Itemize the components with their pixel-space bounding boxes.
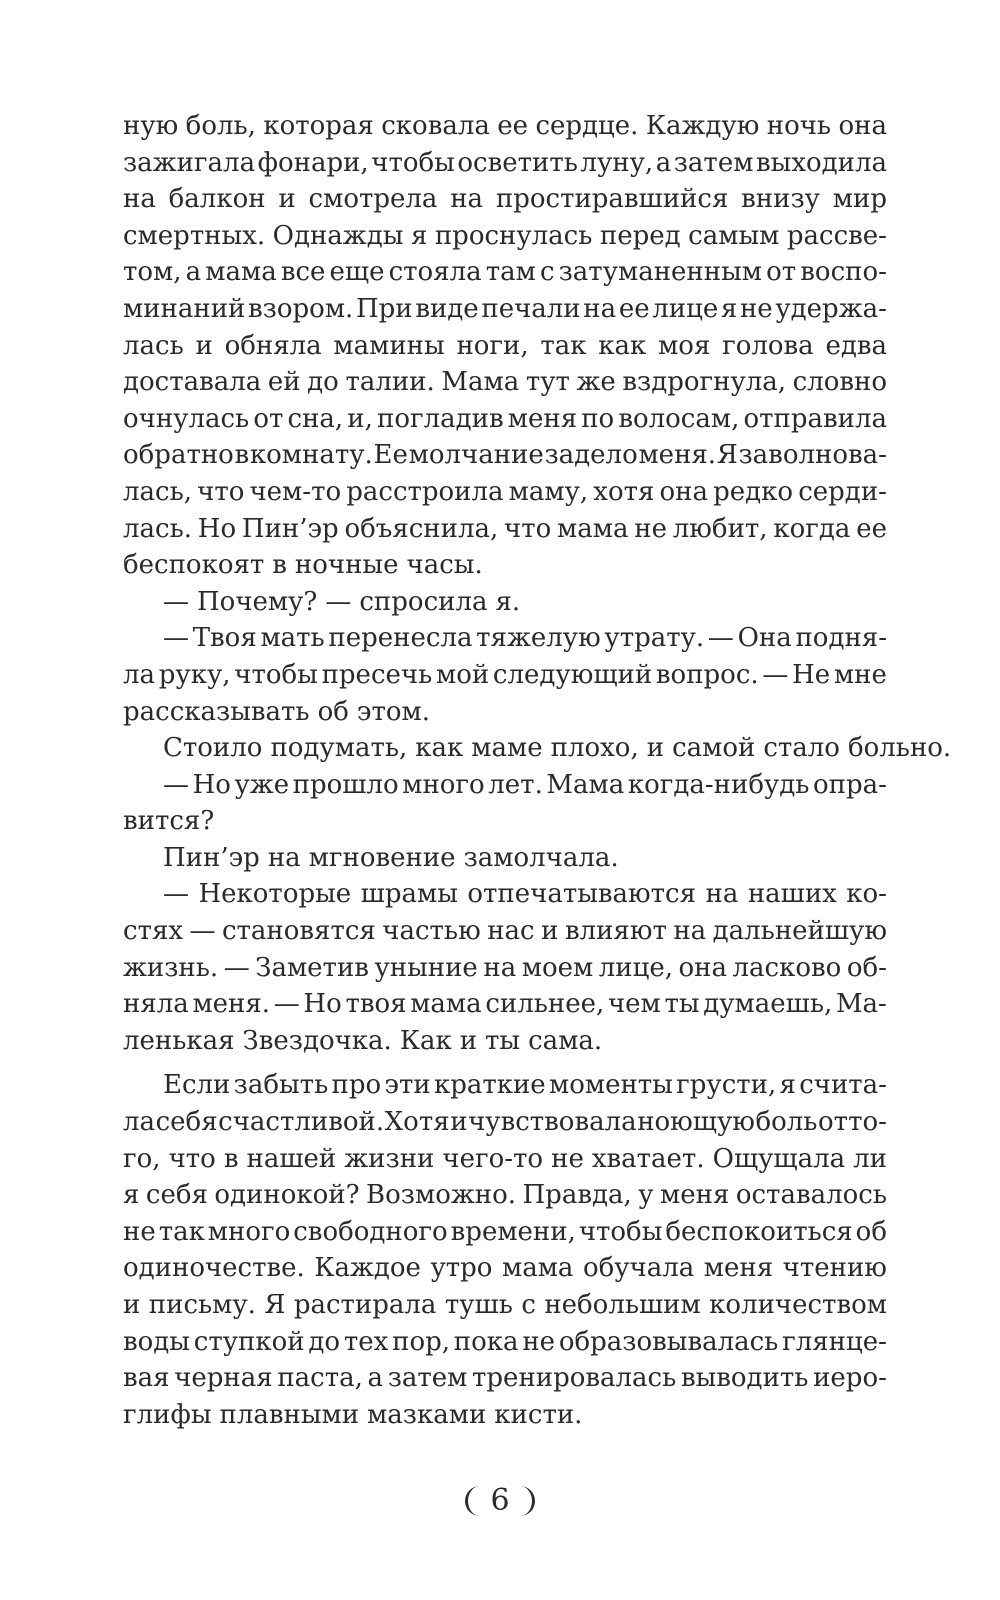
paragraph (123, 620, 887, 730)
text-line: няла меня. — Но твоя мама сильнее, чем ты думаешь, Ма- (123, 989, 887, 1020)
text-line: лась, что чем-то расстроила маму, хотя она редко серди- (123, 476, 887, 507)
paragraph (123, 876, 887, 1059)
text-line: Пин’эр на мгновение замолчала. (163, 842, 619, 873)
crescent-moon-right-icon (514, 1484, 538, 1518)
text-line: глифы плавными мазками кисти. (123, 1399, 583, 1430)
text-line: зажигала фонари, чтобы осветить луну, а затем выходила (123, 147, 887, 178)
text-line: ленькая Звездочка. Как и ты сама. (123, 1025, 603, 1056)
text-line: воды ступкой до тех пор, пока не образовывалась глянце- (123, 1326, 887, 1357)
text-line: ла себя счастливой. Хотя и чувствовала ноющую боль отто- (123, 1107, 887, 1138)
text-line: — Некоторые шрамы отпечатываются на наших ко- (163, 879, 887, 910)
text-line: доставала ей до талии. Мама тут же вздрогнула, словно (123, 367, 887, 398)
text-line: вится? (123, 806, 215, 837)
page-body-text (123, 108, 952, 1433)
text-line: вая черная паста, а затем тренировалась выводить иеро- (123, 1363, 887, 1394)
text-line: одиночестве. Каждое утро мама обучала меня чтению (123, 1253, 887, 1284)
text-line: том, а мама все еще стояла там с затуманенным от воспо- (123, 257, 887, 288)
paragraph (123, 730, 952, 767)
page-number-folio (0, 1484, 1000, 1518)
text-line: — Твоя мать перенесла тяжелую утрату. — Она подня- (163, 623, 887, 654)
text-line: очнулась от сна, и, погладив меня по волосам, отправила (123, 403, 887, 434)
page-number: 6 (490, 1483, 510, 1518)
text-line: лась. Но Пин’эр объяснила, что мама не любит, когда ее (123, 513, 887, 544)
text-line: минаний взором. При виде печали на ее лице я не удержа- (123, 293, 887, 324)
paragraph (123, 108, 887, 584)
text-line: беспокоят в ночные часы. (123, 550, 483, 581)
text-line: на балкон и смотрела на простиравшийся внизу мир (123, 184, 887, 215)
paragraph (123, 1067, 887, 1433)
paragraph (123, 840, 887, 877)
text-line: лась и обняла мамины ноги, так как моя голова едва (123, 330, 887, 361)
text-line: — Но уже прошло много лет. Мама когда-нибудь опра- (163, 769, 887, 800)
text-line: не так много свободного времени, чтобы беспокоиться об (123, 1216, 887, 1247)
crescent-moon-left-icon (462, 1484, 486, 1518)
text-line: го, что в нашей жизни чего-то не хватает. Ощущала ли (123, 1143, 887, 1174)
text-line: Стоило подумать, как маме плохо, и самой стало больно. (163, 733, 952, 764)
paragraph (123, 584, 887, 621)
text-line: обратно в комнату. Ее молчание задело меня. Я заволнова- (123, 440, 887, 471)
paragraph (123, 767, 887, 840)
paragraph-gap (123, 1059, 887, 1067)
text-line: ную боль, которая сковала ее сердце. Каждую ночь она (123, 111, 887, 141)
text-line: я себя одинокой? Возможно. Правда, у меня оставалось (123, 1180, 887, 1211)
text-line: стях — становятся частью нас и влияют на дальнейшую (123, 916, 887, 947)
text-line: жизнь. — Заметив уныние на моем лице, она ласково об- (123, 952, 887, 983)
text-line: рассказывать об этом. (123, 696, 430, 727)
text-line: Если забыть про эти краткие моменты грусти, я счита- (163, 1070, 887, 1101)
text-line: смертных. Однажды я проснулась перед самым рассве- (123, 220, 887, 251)
text-line: — Почему? — спросила я. (163, 586, 521, 617)
text-line: ла руку, чтобы пресечь мой следующий вопрос. — Не мне (123, 659, 887, 690)
text-line: и письму. Я растирала тушь с небольшим количеством (123, 1290, 887, 1320)
